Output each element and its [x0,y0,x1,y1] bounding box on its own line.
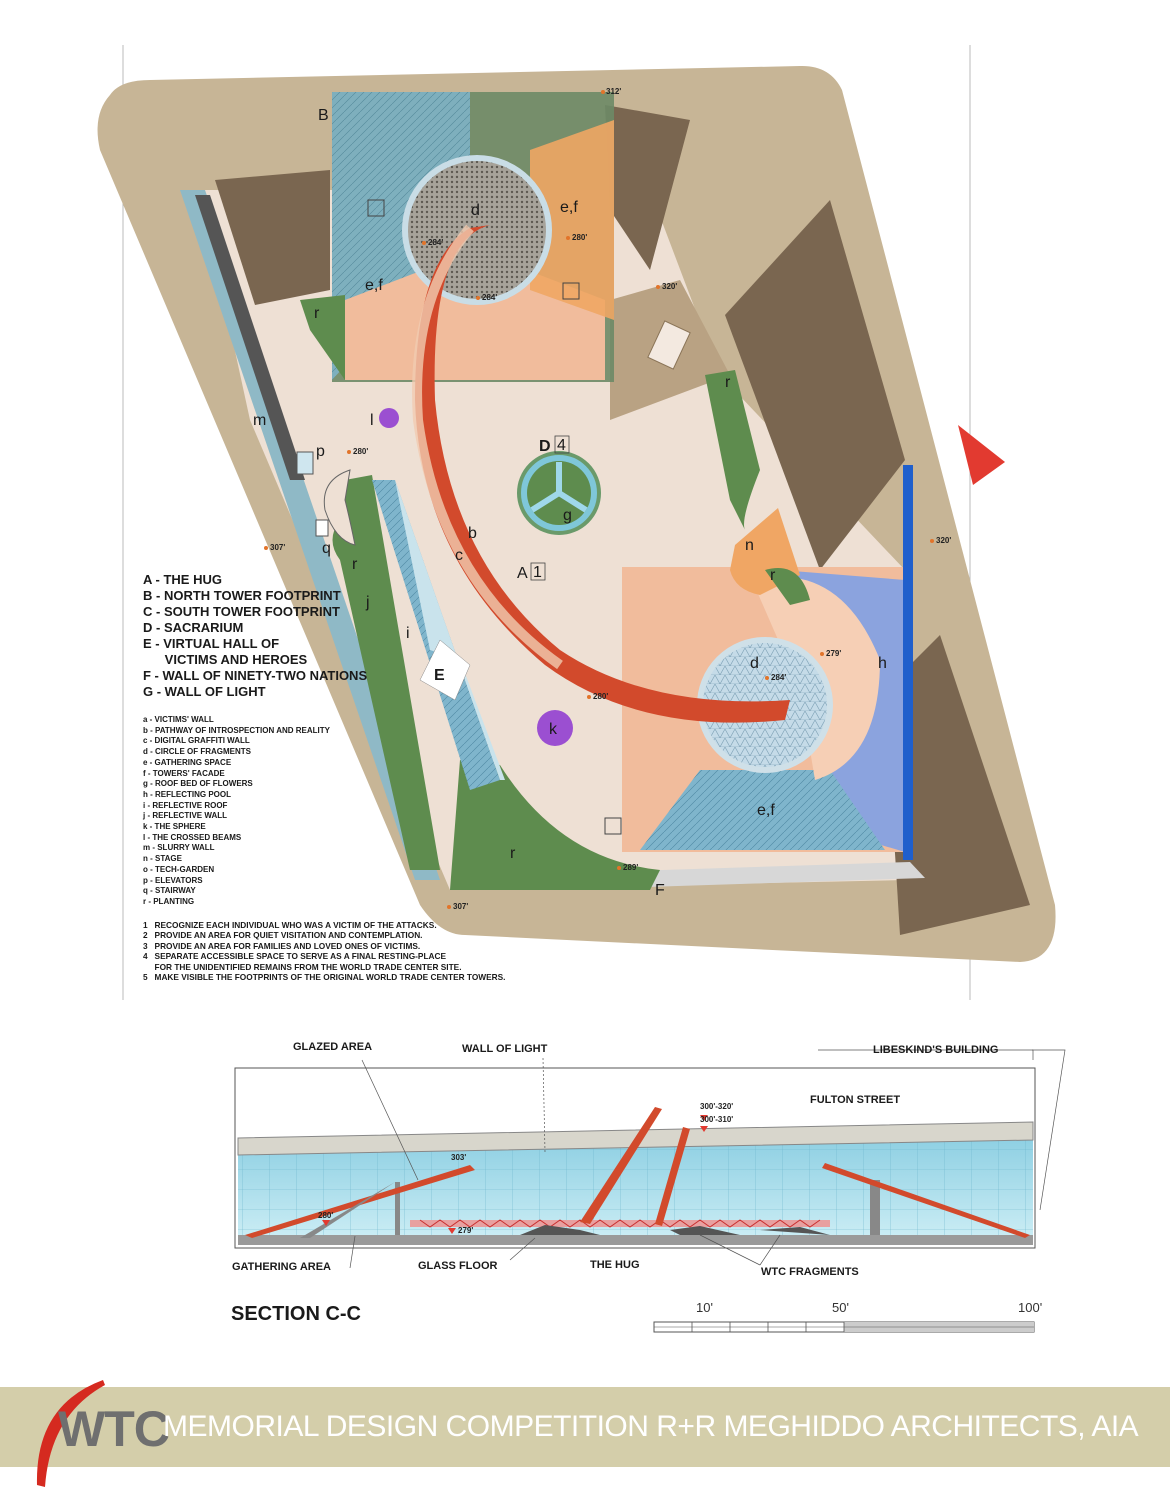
legend-minor [143,715,330,908]
label-glazed-area: GLAZED AREA [293,1041,373,1053]
section-elev-300-310: 300'-310' [700,1115,734,1124]
goal-item: 1 RECOGNIZE EACH INDIVIDUAL WHO WAS A VICTIM OF THE ATTACKS. [143,920,437,930]
legend-major-item: E - VIRTUAL HALL OF [143,636,280,651]
legend-minor-item: f - TOWERS' FACADE [143,768,225,778]
letter-ef-north-right: e,f [560,199,578,216]
elev-307-west: 307' [270,543,286,552]
letter-F: F [655,882,665,899]
scale-100: 100' [1018,1300,1043,1315]
letter-r-e: r [770,567,776,584]
label-glass-floor: GLASS FLOOR [418,1260,498,1272]
letter-ef-north-left: e,f [365,277,383,294]
footer-title: MEMORIAL DESIGN COMPETITION R+R MEGHIDDO ARCHITECTS, AIA [163,1410,1139,1443]
elev-279: 279' [826,649,842,658]
legend-minor-item: p - ELEVATORS [143,875,203,885]
label-wtc-fragments: WTC FRAGMENTS [761,1266,859,1278]
letter-n: n [745,537,754,554]
letter-r-sw: r [352,556,358,573]
scale-50: 50' [832,1300,849,1315]
legend-minor-item: l - THE CROSSED BEAMS [143,832,242,842]
legend-major-item: D - SACRARIUM [143,620,244,635]
letter-c: c [455,547,463,564]
elev-289: 289' [623,863,639,872]
north-arrow-icon [958,425,1005,485]
elev-280-north: 280' [572,233,588,242]
letter-r-s: r [510,845,516,862]
section-title: SECTION C-C [231,1303,361,1325]
label-the-hug: THE HUG [590,1259,640,1271]
letter-E: E [434,667,445,684]
legend-major-item: VICTIMS AND HEROES [143,652,308,667]
goal-item: 3 PROVIDE AN AREA FOR FAMILIES AND LOVED ONES OF VICTIMS. [143,940,421,951]
elev-307-south: 307' [453,902,469,911]
letter-p: p [316,443,325,460]
section-c-c-drawing [0,1030,1170,1290]
elev-280-south: 280' [593,692,609,701]
elev-320-east: 320' [936,536,952,545]
legend-major-item: C - SOUTH TOWER FOOTPRINT [143,604,340,619]
section-elev-300-320: 300'-320' [700,1102,734,1111]
letter-D-num: 4 [557,437,566,454]
letter-B: B [318,107,329,124]
legend-major-item: A - THE HUG [143,572,222,587]
letter-d-north: d [471,202,480,219]
letter-l: l [370,412,374,429]
letter-i: i [406,625,410,642]
design-goals [143,920,505,982]
legend-minor-item: m - SLURRY WALL [143,843,215,853]
goal-item: 4 SEPARATE ACCESSIBLE SPACE TO SERVE AS A FINAL RESTING-PLACE [143,951,447,962]
scale-bar [650,1318,1040,1338]
legend-minor-item: c - DIGITAL GRAFFITI WALL [143,736,250,746]
legend-minor-item: a - VICTIMS' WALL [143,715,214,724]
elev-284-north-b: 284' [482,293,498,302]
letter-d-south: d [750,655,759,672]
legend-minor-item: g - ROOF BED OF FLOWERS [143,779,253,789]
legend-minor-item: n - STAGE [143,854,182,864]
letter-m: m [253,412,267,429]
section-elev-279: 279' [458,1226,474,1235]
section-elev-280: 280' [318,1211,334,1220]
goal-item: 5 MAKE VISIBLE THE FOOTPRINTS OF THE ORIGINAL WORLD TRADE CENTER TOWERS. [143,972,506,983]
legend-minor-item: d - CIRCLE OF FRAGMENTS [143,747,251,757]
letter-q: q [322,540,331,557]
letter-k: k [549,721,557,738]
legend-minor-item: h - REFLECTING POOL [143,789,231,799]
letter-g: g [563,507,572,524]
goal-item: FOR THE UNIDENTIFIED REMAINS FROM THE WORLD TRADE CENTER SITE. [143,961,462,972]
legend-minor-item: q - STAIRWAY [143,886,196,896]
elev-284-north-a: 284' [428,238,444,247]
legend-minor-item: o - TECH-GARDEN [143,864,215,874]
label-wall-of-light: WALL OF LIGHT [462,1043,548,1055]
legend-minor-item: k - THE SPHERE [143,822,206,832]
letter-D: D [539,438,551,455]
letter-A-num: 1 [533,564,542,581]
elev-284-south: 284' [771,673,787,682]
legend-minor-item: b - PATHWAY OF INTROSPECTION AND REALITY [143,725,330,735]
label-gathering-area: GATHERING AREA [232,1261,331,1273]
legend-minor-item: r - PLANTING [143,896,195,906]
crossed-beams-sphere [379,408,399,428]
elev-312: 312' [606,87,622,96]
legend-major-item: B - NORTH TOWER FOOTPRINT [143,588,341,603]
label-fulton-street: FULTON STREET [810,1094,901,1106]
legend-minor-item: j - REFLECTIVE WALL [143,811,227,821]
goal-item: 2 PROVIDE AN AREA FOR QUIET VISITATION AND CONTEMPLATION. [143,930,423,941]
letter-r-nw: r [314,305,320,322]
letter-j: j [366,594,370,611]
elev-320-ne: 320' [662,282,678,291]
label-libeskind: LIBESKIND'S BUILDING [873,1044,999,1056]
wall-of-light-plan [903,465,913,860]
legend-major-item: F - WALL OF NINETY-TWO NATIONS [143,668,368,683]
scale-10: 10' [696,1300,713,1315]
section-elev-303: 303' [451,1153,467,1162]
letter-r-ne: r [725,374,731,391]
legend-major [143,572,367,700]
legend-minor-item: e - GATHERING SPACE [143,757,232,767]
letter-b: b [468,525,477,542]
letter-h: h [878,655,887,672]
legend-minor-item: i - REFLECTIVE ROOF [143,800,228,810]
legend-major-item: G - WALL OF LIGHT [143,684,266,699]
elev-280-west: 280' [353,447,369,456]
letter-ef-south: e,f [757,802,775,819]
letter-A: A [517,565,528,582]
footer-wtc-logo: WTC [58,1401,169,1457]
